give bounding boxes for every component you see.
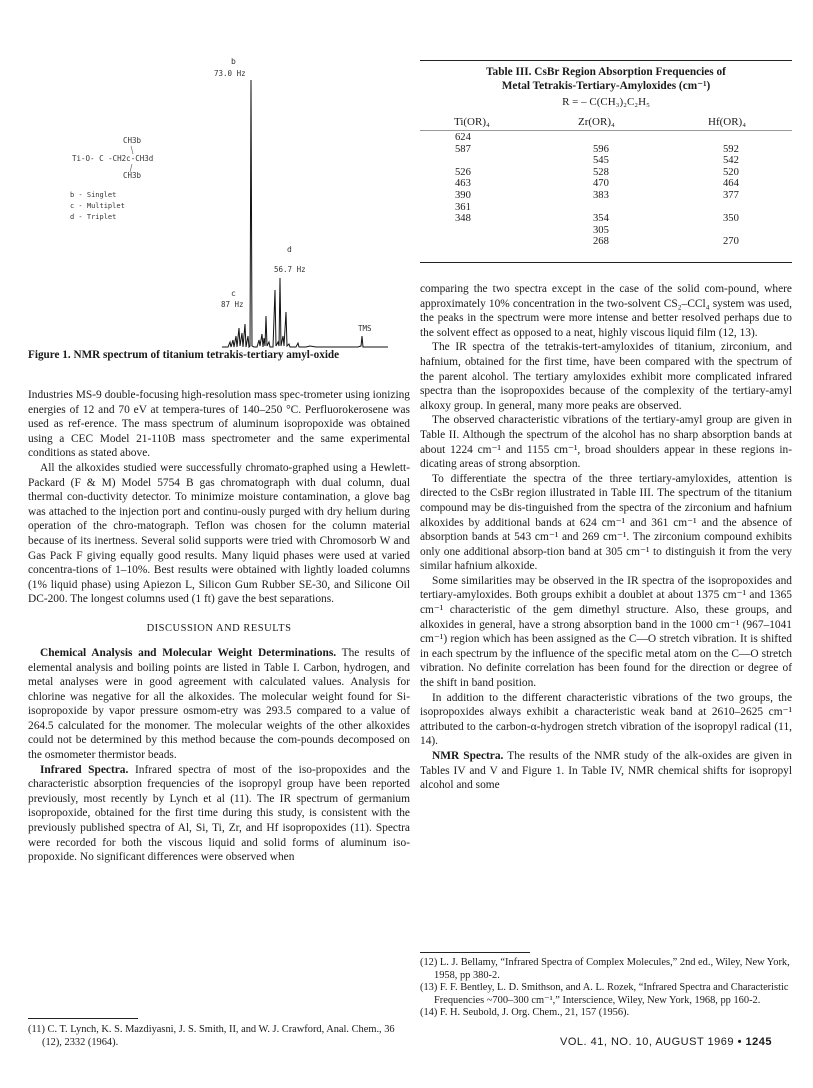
- page-footer: [560, 1036, 772, 1048]
- table-cell: [455, 155, 471, 167]
- tms-label: TMS: [358, 324, 372, 333]
- structure-bottom: CH3b: [123, 171, 142, 180]
- section-heading: DISCUSSION AND RESULTS: [146, 622, 292, 634]
- table-cell: 526: [455, 166, 471, 178]
- structure-main: Ti-O- C -CH2c-CH3d: [72, 154, 154, 163]
- right-footnote-rule: [420, 952, 530, 953]
- table-cell: 305: [593, 224, 609, 236]
- table-cell: 587: [455, 143, 471, 155]
- paragraph-chemical-analysis: [28, 646, 410, 763]
- table-title-line1: Table III. CsBr Region Absorption Frequencies of: [486, 66, 726, 78]
- peak-b-label: b: [231, 57, 236, 66]
- figure-caption: [28, 348, 388, 363]
- table-top-rule: [420, 60, 792, 61]
- table-cell: 596: [593, 143, 609, 155]
- table-cell: 361: [455, 201, 471, 213]
- table-column-zr: [593, 132, 609, 248]
- structure-top: CH3b: [123, 136, 142, 145]
- footnote-11: (11) C. T. Lynch, K. S. Mazdiyasni, J. S. Smith, II, and W. J. Crawford, Anal. Chem., 36 (12), 2332 (1964).: [28, 1024, 395, 1048]
- table-column-hf: [723, 132, 739, 248]
- ir-text: Infrared spectra of most of the iso-propoxides and the characteristic absorption frequencies of the isopropyl group have been reported previously, most recently by Lynch et al (11). The IR spectrum of germanium isopropoxide, obtained for the first time during this study, is consistent with the previously published spectra of Al, Si, Ti, Zr, and Hf isopropoxides (11). Spectra were recorded for both the viscous liquid and solid forms of aluminum iso-propoxide. No significant differences were observed when: [28, 763, 410, 864]
- table-cell: [455, 236, 471, 248]
- table-cell: [723, 132, 739, 144]
- page-number: 1245: [745, 1036, 772, 1048]
- table-cell: [593, 202, 609, 214]
- paragraph-chromatography: All the alkoxides studied were successfully chromato-graphed using a Hewlett-Packard (F & M) Model 5754 B gas chromatograph with dual column, dual thermal con-ductivity detector. To minimize moisture contamination, a glove bag was attached to the injection port and continu-ously purged with dry helium during operation of the chro-matograph. Teflon was chosen for the column material because of its inertness. Several solid supports were tried with Chromosorb W and Gas Pack F giving equally good results. Many liquid phases were used at varied concentra-tions of 1–10%. Best results were obtained with lightly loaded columns (1% liquid phase) using Apiezon L, Silicon Gum Rubber SE-30, and Silicone Oil DC-200. The longest columns used (1 ft) gave the best separations.: [28, 461, 410, 606]
- paragraph-similarities: Some similarities may be observed in the IR spectra of the isopropoxides and tertiary-amyloxides. Both groups exhibit a doublet at about 1375 cm⁻¹ and 1365 cm⁻¹ characteristic of the gem dimethyl structure. Also, these groups, and alkoxides in general, have a strong absorption band in the 1000 cm⁻¹ (967–1041 cm⁻¹) region which has been assigned as the C—O stretch vibration. It is shifted in each spectrum by the influence of the specific metal atom on the C—O stretch vibration. No definite correlation has been found for the direction or degree of the shift in band position.: [420, 574, 792, 690]
- table-cell: 528: [593, 166, 609, 178]
- peak-c-value: 87 Hz: [221, 300, 244, 309]
- nmr-text: The results of the NMR study of the alk-oxides are given in Tables IV and V and Figure 1. In Table IV, NMR chemical shifts for isopropyl alcohol and some: [420, 750, 792, 792]
- footnote-14: (14) F. H. Seubold, J. Org. Chem., 21, 157 (1956).: [420, 1007, 630, 1019]
- nmr-spectrum-figure: [28, 50, 388, 355]
- left-footnotes: [28, 1024, 408, 1049]
- table-column-ti: [455, 132, 471, 248]
- chem-heading: Chemical Analysis and Molecular Weight Determinations.: [40, 646, 337, 659]
- nmr-heading: NMR Spectra.: [432, 750, 504, 762]
- paragraph-ir-tert-amyl: The IR spectra of the tetrakis-tert-amyloxides of titanium, zirconium, and hafnium, obtained for the first time, have been compared with the spectrum of the parent alcohol. The tertiary amyloxides exhibit more complicated infrared spectra than the isopropoxides because of the complexity of the tertiary-amyl alkoxy group. In general, many more peaks are observed.: [420, 341, 792, 412]
- paragraph-characteristic: In addition to the different characteristic vibrations of the two groups, the isopropoxides always exhibit a characteristic weak band at 2610–2625 cm⁻¹ attributed to the carbon-α-hydrogen stretch vibration of the isopropyl radical (11, 14).: [420, 691, 792, 748]
- footnote-12: (12) L. J. Bellamy, “Infrared Spectra of Complex Molecules,” 2nd ed., Wiley, New York, 1958, pp 380-2.: [420, 957, 790, 981]
- table-title-line2: Metal Tetrakis-Tertiary-Amyloxides (cm⁻¹): [501, 79, 711, 92]
- paragraph-csbr: To differentiate the spectra of the three tertiary-amyloxides, attention is directed to the CsBr region illustrated in Table III. The spectrum of the titanium compound may be dis-tinguished from the spectra of the zirconium and hafnium alkoxides by additional bands at 624 cm⁻¹ and 361 cm⁻¹ and the absence of absorption bands at 543 cm⁻¹ and 269 cm⁻¹. The zirconium compound exhibits only one additional absorp-tion band at 305 cm⁻¹ to distinguish it from the very similar hafnium alkoxide.: [420, 472, 792, 573]
- spectrum-trace: [222, 80, 388, 347]
- peak-d-label: d: [287, 245, 292, 254]
- paragraph-infrared: [28, 763, 410, 865]
- table-cell: 383: [593, 189, 609, 201]
- peak-c-label: c: [231, 289, 236, 298]
- right-footnotes: [420, 957, 792, 1020]
- legend-singlet: b - Singlet: [70, 191, 117, 199]
- table-header-rule: [420, 130, 792, 131]
- table-cell: [723, 202, 739, 214]
- journal-issue: VOL. 41, NO. 10, AUGUST 1969: [560, 1036, 734, 1048]
- legend-multiplet: c - Multiplet: [70, 202, 125, 210]
- peak-b-value: 73.0 Hz: [214, 69, 246, 78]
- left-footnote-rule: [28, 1018, 138, 1019]
- table-cell: 624: [455, 132, 471, 143]
- paragraph-mass-spec: Industries MS-9 double-focusing high-resolution mass spec-trometer using ionizing energies of 12 and 70 eV at tempera-tures of 140–250 °C. Perfluorokerosene was used as ref-erence. The mass spectrum of aluminum isopropoxide was obtained using a CEC Model 21-110B mass spectrometer and the same experimental conditions as stated above.: [28, 389, 410, 460]
- table-cell: 464: [723, 178, 739, 190]
- figure-caption-label: Figure 1.: [28, 349, 71, 361]
- chem-text: The results of elemental analysis and boiling points are listed in Table I. Carbon, hydrogen, and metal analyses were in good agreement with calculated values. Analysis for chlorine was negative for all the alkoxides. The molecular weight found for Si-isopropoxide by vapor pressure osmom-etry was 293.5 compared to a value of 264.5 calculated for the monomer. The molecular weights of the other alkoxides could not be determined by this method because the com-pounds decomposed on the osmometer thermistor beads.: [28, 646, 410, 762]
- table-cell: 350: [723, 213, 739, 225]
- footnote-13: (13) F. F. Bentley, L. D. Smithson, and A. L. Rozek, “Infrared Spectra and Characteristic Frequencies ~700–300 cm⁻¹,” Interscience, Wiley, New York, 1968, pp 160-2.: [420, 982, 789, 1006]
- table-cell: 470: [593, 178, 609, 190]
- table-cell: 545: [593, 155, 609, 167]
- legend-triplet: d - Triplet: [70, 213, 117, 221]
- table-cell: 542: [723, 155, 739, 167]
- paragraph-solvent: comparing the two spectra except in the case of the solid com-pound, where approximately 10% concentration in the two-solvent CS₂–CCl₄ system was used, the peaks in the spectrum were more intense and better resolved perhaps due to the solvent effect as opposed to a neat, highly viscous liquid film (12, 13).: [420, 283, 792, 339]
- ir-heading: Infrared Spectra.: [40, 763, 129, 776]
- peak-d-value: 56.7 Hz: [274, 265, 306, 274]
- paragraph-vibrations: The observed characteristic vibrations of the tertiary-amyl group are given in Table II. Although the spectrum of the alcohol has no sharp absorption bands at about 1224 cm⁻¹ and 1155 cm⁻¹, broad shoulders appear in these regions in-dicating areas of strong absorption.: [420, 414, 792, 471]
- table-r-definition: R = – C(CH₃)₂C₂H₅: [562, 96, 650, 108]
- table-cell: [593, 132, 609, 144]
- table-header-hf: Hf(OR)₄: [708, 116, 747, 128]
- table-cell: 270: [723, 236, 739, 248]
- table-cell: [455, 225, 471, 237]
- table-cell: 390: [455, 189, 471, 201]
- table-cell: 377: [723, 189, 739, 201]
- table-title: [420, 66, 792, 93]
- table-cell: 592: [723, 143, 739, 155]
- table-cell: 348: [455, 213, 471, 225]
- figure-caption-text: NMR spectrum of titanium tetrakis-tertiary amyl-oxide: [73, 349, 340, 361]
- right-column: [420, 282, 792, 793]
- table-cell: 520: [723, 166, 739, 178]
- paragraph-nmr: [420, 749, 792, 793]
- table-header-ti: Ti(OR)₄: [454, 116, 490, 128]
- footer-bullet: •: [737, 1036, 742, 1048]
- table-cell: 463: [455, 178, 471, 190]
- table-cell: 354: [593, 213, 609, 225]
- table-cell: [723, 225, 739, 237]
- left-column: [28, 388, 410, 865]
- table-bottom-rule: [420, 262, 792, 263]
- table-cell: 268: [593, 236, 609, 248]
- table-header-zr: Zr(OR)₄: [578, 116, 615, 128]
